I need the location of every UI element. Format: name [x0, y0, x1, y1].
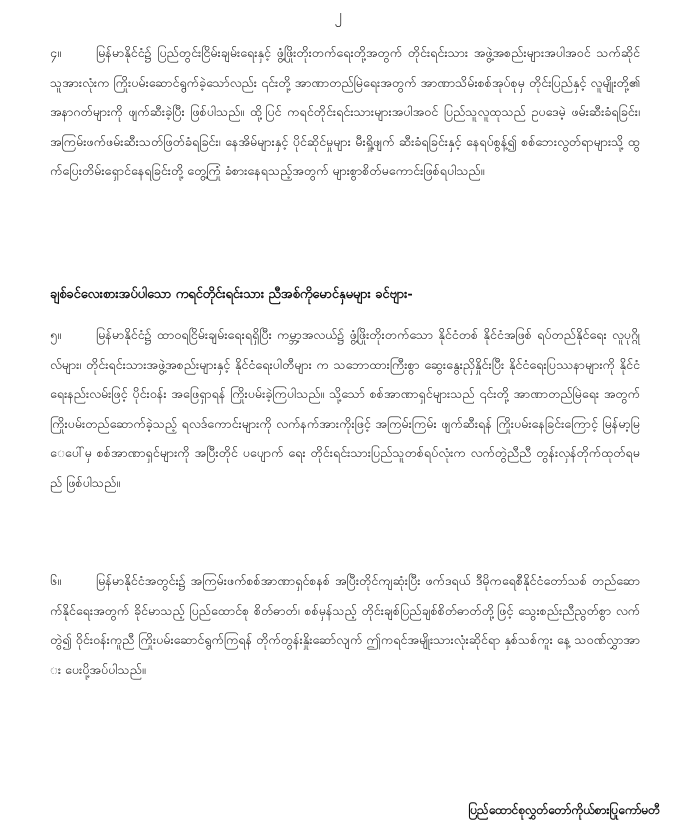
- salutation-heading: ချစ်ခင်လေးစားအပ်ပါသော ကရင်တိုင်းရင်းသား ညီအစ်ကိုမောင်နှမများ ခင်ဗျား-: [50, 287, 413, 302]
- issuer-signature: ပြည်ထောင်စုလွှတ်တော်ကိုယ်စားပြုကော်မတီ: [468, 803, 660, 817]
- page-number: ၂: [334, 6, 342, 24]
- paragraph-5: [50, 320, 640, 556]
- paragraph-text: မြန်မာနိုင်ငံအတွင်း၌ အကြမ်းဖက်စစ်အာဏာရှင်စနစ် အပြီးတိုင်ကျဆုံးပြီး ဖက်ဒရယ် ဒီမိုကရေစီနိုင်ငံတော်သစ် တည်ဆောက်နိုင်ရေးအတွက် ခိုင်မာသည့် ပြည်ထောင်စု စိတ်ဓာတ်၊ စစ်မှန်သည့် တိုင်းချစ်ပြည်ချစ်စိတ်ဓာတ်တို့ဖြင့် သွေးစည်းညီညွတ်စွာ လက်တွဲ၍ ဝိုင်းဝန်းကူညီ ကြိုးပမ်းဆောင်ရွက်ကြရန် တိုက်တွန်းနှိုးဆော်လျက် ဤကရင်အမျိုးသားလုံးဆိုင်ရာ နှစ်သစ်ကူး နေ့ သဝဏ်လွှာအား ပေးပို့အပ်ပါသည်။: [50, 573, 640, 677]
- paragraph-number: ၄။: [50, 45, 61, 60]
- paragraph-number: ၆။: [50, 573, 61, 588]
- paragraph-number: ၅။: [50, 327, 61, 342]
- paragraph-text: မြန်မာနိုင်ငံ၌ ပြည်တွင်းငြိမ်းချမ်းရေးနှင့် ဖွံ့ဖြိုးတိုးတက်ရေးတို့အတွက် တိုင်းရင်းသား အဖွဲ့အစည်းများအပါအဝင် သက်ဆိုင်သူအားလုံးက ကြိုးပမ်းဆောင်ရွက်ခဲ့သော်လည်း ၎င်းတို့ အာဏာတည်မြဲရေးအတွက် အာဏာသိမ်းစစ်အုပ်စုမှ တိုင်းပြည်နှင့် လူမျိုးတို့၏ အနာဂတ်များကို ဖျက်ဆီးခဲ့ပြီး ဖြစ်ပါသည်။ ထို့ပြင် ကရင်တိုင်းရင်းသားများအပါအဝင် ပြည်သူလူထုသည် ဥပဒေမဲ့ ဖမ်းဆီးခံရခြင်း၊ အကြမ်းဖက်ဖမ်းဆီးသတ်ဖြတ်ခံရခြင်း၊ နေအိမ်များနှင့် ပိုင်ဆိုင်မှုများ မီးရှို့ဖျက် ဆီးခံရခြင်းနှင့် နေရပ်စွန့်၍ စစ်ဘေးလွတ်ရာများသို့ ထွက်ပြေးတိမ်းရှောင်နေရခြင်းတို့ တွေ့ကြုံ ခံစားနေရသည့်အတွက် များစွာစိတ်မကောင်းဖြစ်ရပါသည်။: [50, 45, 640, 178]
- paragraph-text: မြန်မာနိုင်ငံ၌ ထာဝရငြိမ်းချမ်းရေးရရှိပြီး ကမ္ဘာ့အလယ်၌ ဖွံ့ဖြိုးတိုးတက်သော နိုင်ငံတစ် နိုင်ငံအဖြစ် ရပ်တည်နိုင်ရေး လူပုဂ္ဂိုလ်များ၊ တိုင်းရင်းသားအဖွဲ့အစည်းများနှင့် နိုင်ငံရေးပါတီများ က သဘောထားကြီးစွာ ဆွေးနွေးညှိနှိုင်းပြီး နိုင်ငံရေးပြဿနာများကို နိုင်ငံရေးနည်းလမ်းဖြင့် ပိုင်းဝန်း အဖြေရှာရန် ကြိုးပမ်းခဲ့ကြပါသည်။ သို့သော် စစ်အာဏာရှင်များသည် ၎င်းတို့ အာဏာတည်မြဲရေး အတွက် ကြိုးပမ်းတည်ဆောက်ခဲ့သည့် ရလဒ်ကောင်းများကို လက်နက်အားကိုးဖြင့် အကြမ်းကြမ်း ဖျက်ဆီးရန် ကြိုးပမ်းနေခြင်းကြောင့် မြန်မာ့မြေပေါ်မှ စစ်အာဏာရှင်များကို အပြီးတိုင် ပပျောက် ရေး တိုင်းရင်းသားပြည်သူတစ်ရပ်လုံးက လက်တွဲညီညီ တွန်းလှန်တိုက်ထုတ်ရမည် ဖြစ်ပါသည်။: [50, 327, 640, 490]
- paragraph-6: [50, 566, 640, 716]
- paragraph-4: [50, 38, 640, 248]
